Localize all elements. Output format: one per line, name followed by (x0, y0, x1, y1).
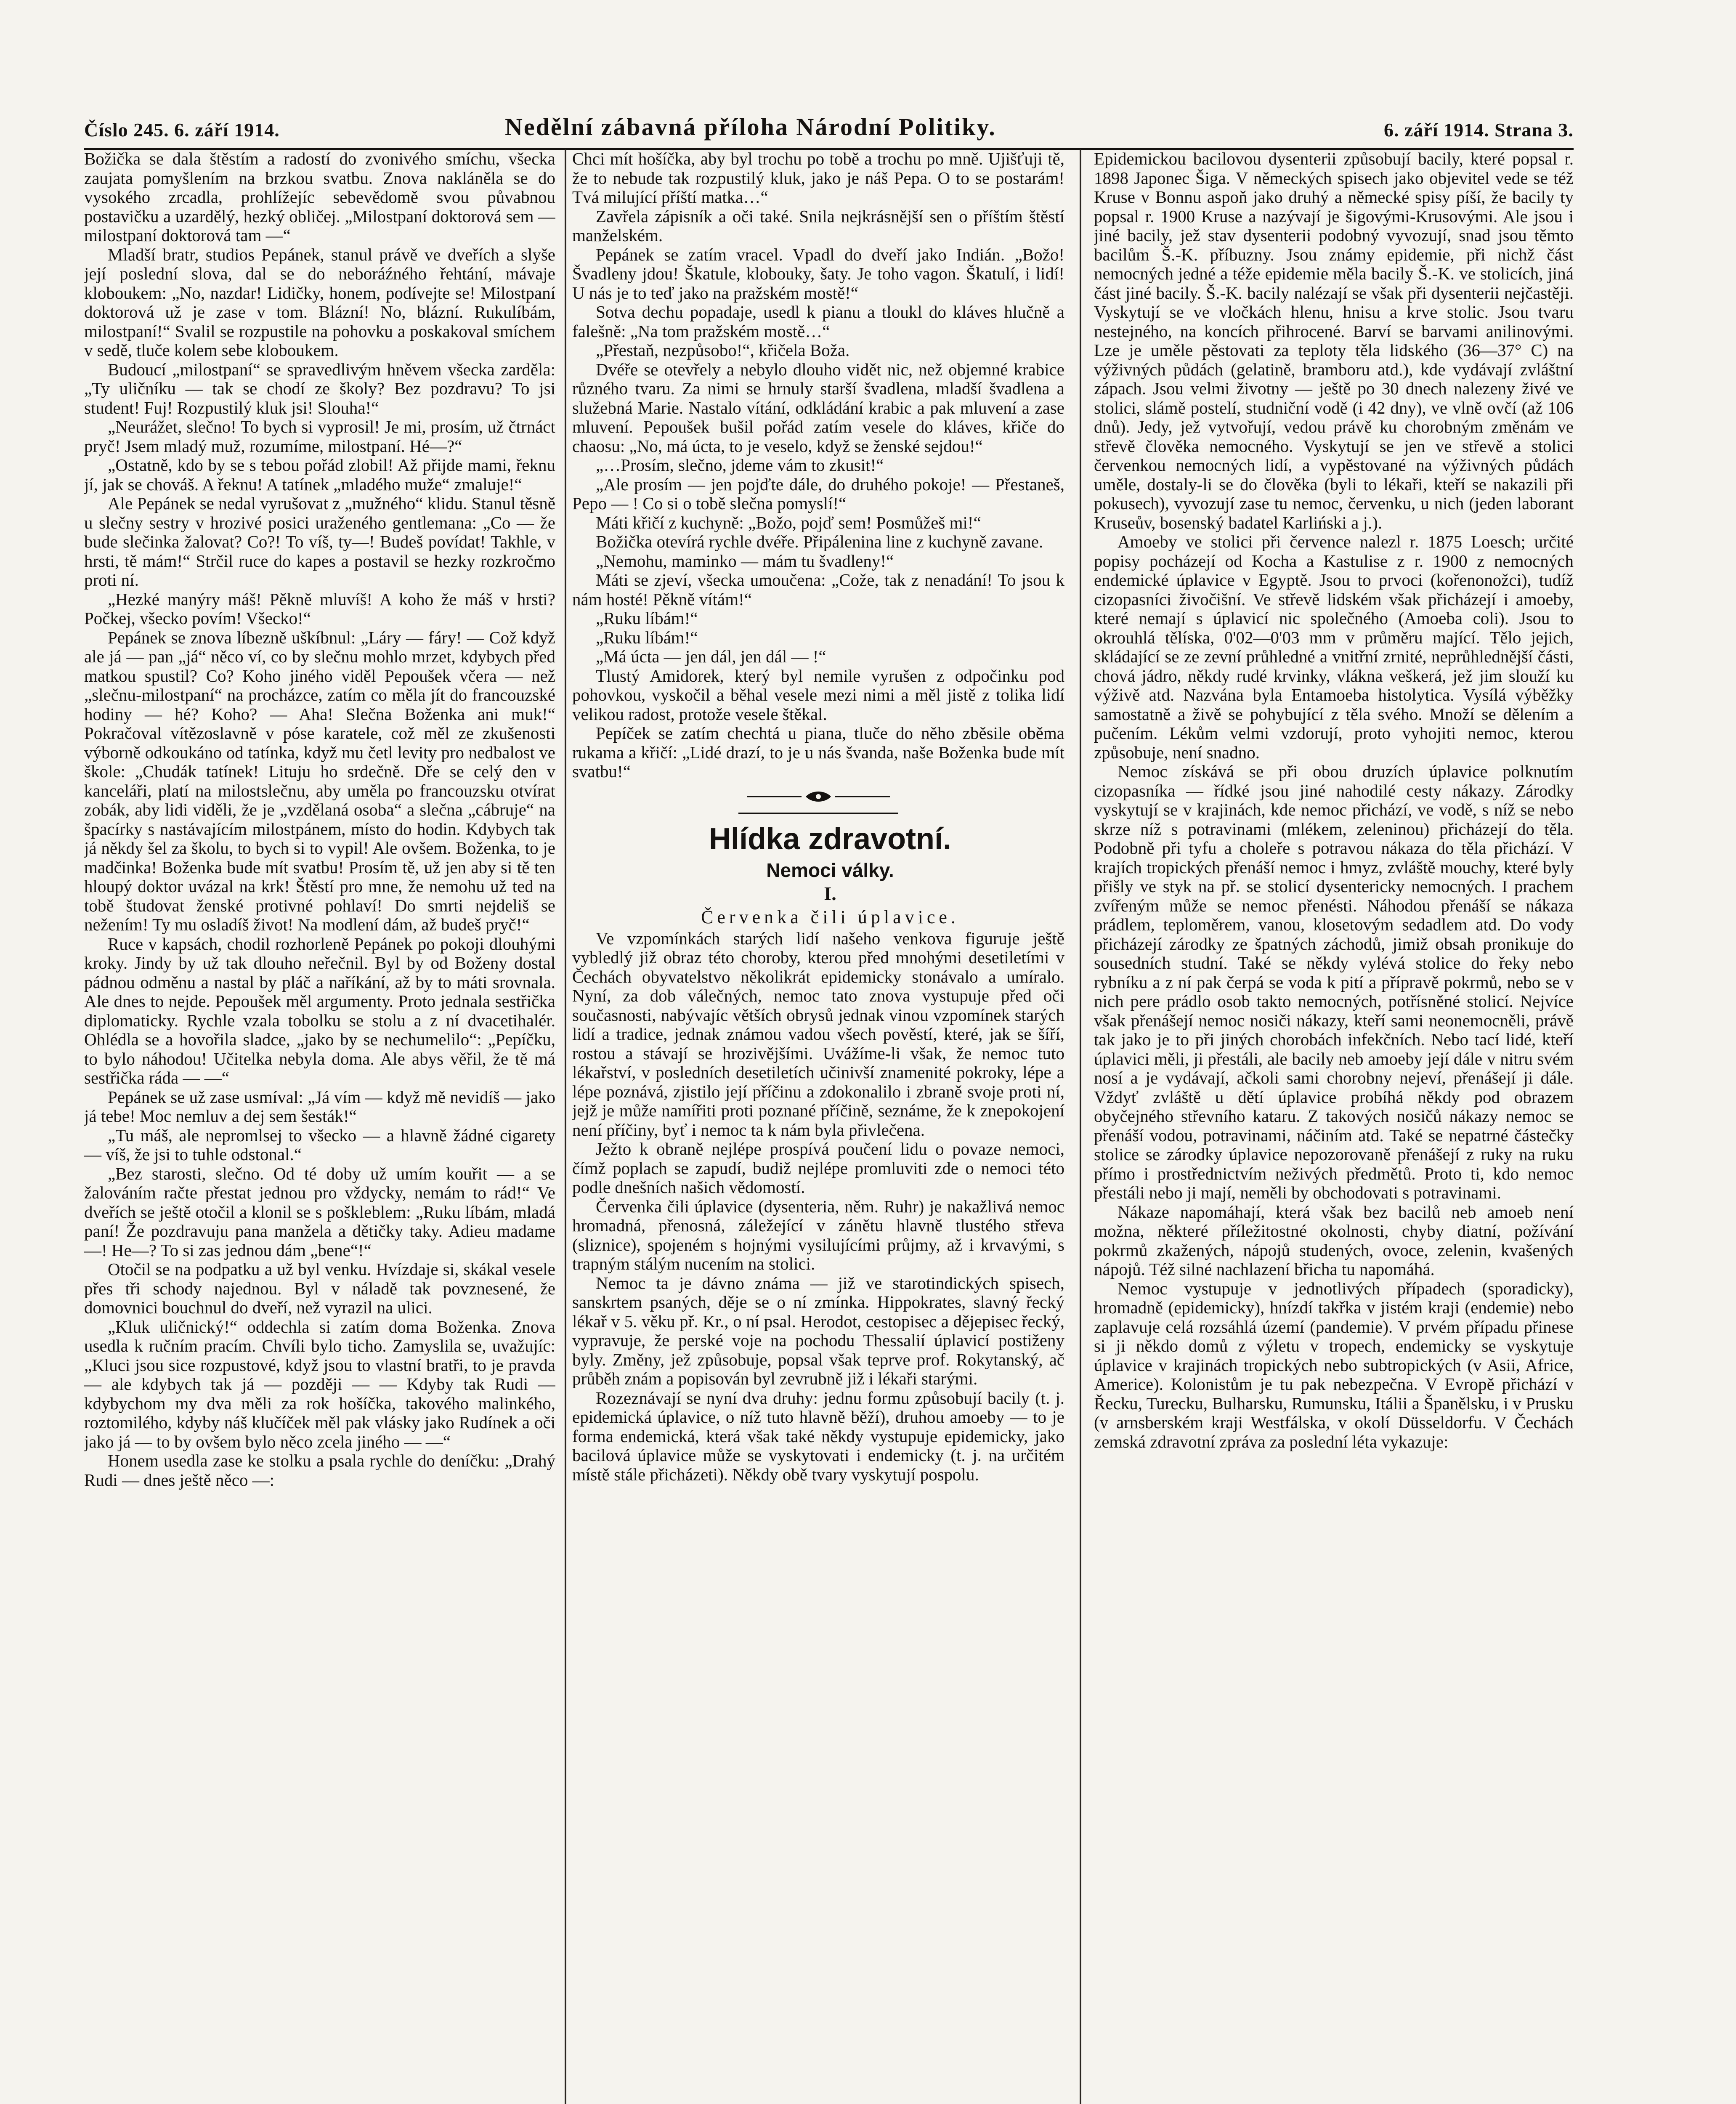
paragraph: „Má úcta — jen dál, jen dál — !“ (596, 647, 826, 666)
column-middle (572, 149, 1064, 2104)
paragraph: Máti křičí z kuchyně: „Božo, pojď sem! Posmůžeš mi!“ (596, 513, 981, 532)
paragraph: „Tu máš, ale nepromlsej to všecko — a hlavně žádné cigarety — víš, že jsi to tuhle odstonal.“ (84, 1125, 555, 1164)
paragraph: Honem usedla zase ke stolku a psala rychle do deníčku: „Drahý Rudi — dnes ještě něco —: (84, 1451, 555, 1490)
paragraph: Tlustý Amidorek, který byl nemile vyrušen z odpočinku pod pohovkou, vyskočil a běhal vesele mezi nimi a měl jistě z tolika lidí velikou radost, protože vesele štěkal. (572, 666, 1064, 724)
section-subtitle: Nemoci války. (766, 859, 894, 881)
column-right (1094, 149, 1574, 2104)
paragraph: Božička se dala štěstím a radostí do zvonivého smíchu, všecka zaujata pomyšlením na brzkou svatbu. Znova nakláněla se do vysokého zrcadla, prohlížejíc sebevědomě svou půvabnou postavičku a uzardělý, hezký obličej. „Milostpaní doktorová sem — milostpaní doktorová tam —“ (84, 149, 555, 245)
page-info: 6. září 1914. Strana 3. (1383, 119, 1574, 141)
page-header (84, 113, 1574, 146)
column-left (84, 149, 555, 2104)
paragraph: „Ostatně, kdo by se s tebou pořád zlobil! Až přijde mami, řeknu jí, jak se chováš. A řeknu! A tatínek „mladého muže“ zmaluje!“ (84, 455, 555, 494)
paragraph: Budoucí „milostpaní“ se spravedlivým hněvem všecka zarděla: „Ty uličníku — tak se chodí ze školy? Bez pozdravu? To jsi student! Fuj! Rozpustilý kluk jsi! Slouha!“ (84, 359, 555, 417)
paragraph: Pepánek se znova líbezně uškíbnul: „Láry — fáry! — Což když ale já — pan „já“ něco ví, co by slečnu mohlo mrzet, kdybych před matkou spustil? Co? Koho jiného viděl Pepoušek včera — než „slečnu-milostpaní“ na procházce, zatím co měla jít do francouzské hodiny — hé? Koho? — Aha! Slečna Boženka ani muk!“ Pokračoval vítězoslavně v póse karatele, což měl ze zkušenosti výborně odkoukáno od tatínka, když mu četl levity pro nedbalost ve škole: „Chudák tatínek! Lituju ho srdečně. Dře se celý den v kanceláři, platí na milostslečnu, aby uměla po francouzsku otvírat zobák, aby lidi viděli, že je „vzdělaná osoba“ a slečna „cábruje“ na špacírky s nastávajícím milostpánem, místo do hodin. Kdybych tak já někdy šel za školu, to bych si to vypil! Ale ovšem. Boženka, to je madčinka! Boženka bude mít svatbu! Prosím tě, už jen aby si tě ten hloupý doktor uvázal na krk! Štěstí pro mne, že nemohu už ted na tobě študovat ženské protivné pohlaví! Do smrti nejdeliš se nežením! Ty mu osladíš život! Na modlení dám, až budeš pryč!“ (84, 627, 555, 934)
paragraph: Ježto k obraně nejlépe prospívá poučení lidu o povaze nemoci, čímž poplach se zapudí, budiž nejlépe promluviti zde o nemoci této podle dnešních našich vědomostí. (572, 1139, 1064, 1197)
part-number: I. (824, 882, 836, 904)
paragraph: „…Prosím, slečno, jdeme vám to zkusit!“ (596, 455, 884, 475)
paragraph: Ve vzpomínkách starých lidí našeho venkova figuruje ještě vybledlý již obraz této choroby, kterou před mnohými desetiletími v Čechách obyvatelstvo několikrát epidemicky stonávalo a umíralo. Nyní, za dob válečných, nemoc tato znova vystupuje před oči současnosti, nabývajíc větších obrysů jednak vinou vzpomínek starých lidí a tradice, jednak známou vadou všech pověstí, které, jak se šíří, rostou a stávají se hrozivějšími. Uvážíme-li však, že nemoc tuto lékařství, v posledních desetiletích učinivší znamenité pokroky, lépe a lépe poznává, zjistilo její příčinu a zdokonalilo i zbraně svoje proti ní, jejž je může namířiti proti poznané příčině, seznáme, že k znepokojení není příčiny, byť i nemoc ta k nám byla přivlečena. (572, 928, 1064, 1140)
paragraph: Nemoc ta je dávno známa — již ve starotindických spisech, sanskrtem psaných, děje se o ní zmínka. Hippokrates, slavný řecký lékař v 5. věku př. Kr., o ní psal. Herodot, cestopisec a dějepisec řecký, vypravuje, že perské voje na pochodu Thessalií úplavicí postiženy byly. Změny, jež způsobuje, popsal však teprve prof. Rokytanský, ač průběh znám a popisován byl zevrubně již i lékaři starými. (572, 1273, 1064, 1388)
paragraph: „Ruku líbám!“ (596, 627, 698, 647)
paragraph: Otočil se na podpatku a už byl venku. Hvízdaje si, skákal vesele přes tři schody najednou. Byl v náladě tak povznesené, že domovnici bouchnul do dveří, než vyrazil na ulici. (84, 1259, 555, 1317)
paragraph: „Hezké manýry máš! Pěkně mluvíš! A koho že máš v hrsti? Počkej, všecko povím! Všecko!“ (84, 589, 555, 628)
paragraph: Božička otevírá rychle dvéře. Připálenina line z kuchyně zavane. (596, 532, 1043, 551)
publication-title: Nedělní zábavná příloha Národní Politiky. (505, 113, 996, 141)
paragraph: Pepíček se zatím chechtá u piana, tluče do něho zběsile oběma rukama a křičí: „Lidé drazí, to je u nás švanda, naše Boženka bude mít svatbu!“ (572, 723, 1064, 781)
paragraph: Zavřela zápisník a oči také. Snila nejkrásnější sen o příštím štěstí manželském. (572, 206, 1064, 245)
paragraph: Pepánek se zatím vracel. Vpadl do dveří jako Indián. „Božo! Švadleny jdou! Škatule, klobouky, šaty. Je toho vagon. Škatulí, i lidí! U nás je to teď jako na pražském mostě!“ (572, 244, 1064, 303)
section-ornament (572, 788, 1064, 805)
paragraph: Sotva dechu popadaje, usedl k pianu a tloukl do kláves hlučně a falešně: „Na tom pražském mostě…“ (572, 302, 1064, 341)
paragraph: Nemoc vystupuje v jednotlivých případech (sporadicky), hromadně (epidemicky), hnízdí takřka v jistém kraji (endemie) nebo zaplavuje celá rozsáhlá území (pandemie). V prvém případu přinese si ji někdo domů z výletu v tropech, endemicky se vyskytuje úplavice v krajinách tropických nebo subtropických (v Asii, Africe, Americe). Kolonistům je tu pak nebezpečna. V Evropě přichází v Řecku, Turecku, Bulharsku, Rumunsku, Itálii a Španělsku, i v Prusku (v arnsberském kraji Westfálska, v okolí Düsseldorfu. V Čechách zemská zdravotní zpráva za poslední léta vykazuje: (1094, 1278, 1574, 1451)
paragraph: Amoeby ve stolici při července nalezl r. 1875 Loesch; určité popisy pocházejí od Kocha a Kastulise z r. 1900 z nemocných endemické úplavice v Egyptě. Jsou to prvoci (kořenonožci), tudíž cizopasníci živočišní. Ve střevě lidském však přicházejí i amoeby, které nemají s úplavicí nic společného (Amoeba coli). Jsou to okrouhlá tělíska, 0'02—0'03 mm v průměru mající. Tělo jejich, skládající se ze zevní průhledné a vnitřní zrnité, neprůhlednější části, chová jádro, někdy rudé krvinky, vlákna veškerá, jež jim slouží ku výživě atd. Nazvána byla Entamoeba histolytica. Vysílá výběžky samostatně a živě se pohybující z těla svého. Množí se dělením a pučením. Lékům velmi vzdorují, proto vyhojiti nemoc, kterou způsobuje, není snadno. (1094, 532, 1574, 762)
paragraph: Ruce v kapsách, chodil rozhorleně Pepánek po pokoji dlouhými kroky. Jindy by už tak dlouho neřečnil. Byl by od Boženy dostal pádnou odměnu a nastal by pláč a naříkání, až by to máti srovnala. Ale dnes to nejde. Pepoušek měl argumenty. Proto jednala sestřička diplomaticky. Rychle vzala tobolku se stolu a z ní dvacetihalér. Ohlédla se a hovořila sladce, „jako by se nechumelilo“: „Pepíčku, to bylo náhodou! Učitelka nebyla doma. Ale abys věřil, že tě má sestřička ráda — —“ (84, 934, 555, 1087)
paragraph: „Kluk uličnický!“ oddechla si zatím doma Boženka. Znova usedla k ručním pracím. Chvíli bylo ticho. Zamyslila se, uvažujíc: „Kluci jsou sice rozpustové, když jsou to vlastní bratři, to je pravda — ale kdybych tak já — později — — Kdyby tak Rudi — kdybychom my dva měli za rok hošíčka, takového malinkého, roztomilého, kdyby náš klučíček měl pak vlásky jako Rudínek a oči jako já — to by ovšem bylo něco zcela jiného — —“ (84, 1317, 555, 1451)
paragraph: Ale Pepánek se nedal vyrušovat z „mužného“ klidu. Stanul těsně u slečny sestry v hrozivé posici uraženého gentlemana: „Co — že bude slečinka žalovat? Co?! To víš, ty—! Budeš povídat! Takhle, v hrsti, tě mám!“ Strčil ruce do kapes a postavil se hezky rozkročmo proti ní. (84, 494, 555, 590)
paragraph: Nemoc získává se při obou druzích úplavice polknutím cizopasníka — řídké jsou jiné nahodilé cesty nákazy. Zárodky vyskytují se v krajinách, kde nemoc přichází, ve vodě, s níž se nebo skrze níž s potravinami (mlékem, zeleninou) přicházejí do těla. Podobně při tyfu a choleře s potravou nákaza do těla přichází. V krajích tropických přenáší nemoc i hmyz, zvláště mouchy, které byly přišly ve styk na př. se stolicí dysentericky nemocných. I prachem zvířeným může se nemoc přenésti. Náhodou přenáší se nákaza prádlem, teploměrem, vanou, klosetovým sedadlem atd. Do vody přicházejí zárodky ze špatných záchodů, jimiž obsah pronikuje do sousedních studní. Také se někdy vylévá stolice do řeky nebo rybníku a z ní pak čerpá se voda k pití a přípravě pokrmů, nebo se v nich pere prádlo osob takto nemocných, potřísněné stolicí. Nejvíce však přenášejí nemoc nosiči nákazy, kteří sami neonemocněli, právě tak jako je to při jiných chorobách infekčních. Nebo tací lidé, kteří úplavici měli, ji přestáli, ale bacily neb amoeby její dále v nitru svém nosí a je vydávají, ačkoli sami chorobny nejeví, přenášejí ji dále. Vždyť zvláště u dětí úplavice probíhá někdy pod obrazem obyčejného střevního kataru. Z takových nosičů nákazy nemoc se přenáší vodou, potravinami, náčiním atd. Také se nepatrné částečky stolice se zárodky úplavice nepozorovaně přenášejí z ruky na ruku přímo i prostřednictvím neživých předmětů. Proto ti, kdo nemoc přestáli nebo ji mají, neměli by obchodovati s potravinami. (1094, 762, 1574, 1202)
column-divider (1080, 149, 1081, 2104)
article-title: Červenka čili úplavice. (701, 906, 959, 927)
paragraph: „Nemohu, maminko — mám tu švadleny!“ (596, 551, 894, 571)
paragraph: Máti se zjeví, všecka umoučena: „Cože, tak z nenadání! To jsou k nám hosté! Pěkně vítám!“ (572, 570, 1064, 609)
issue-info: Číslo 245. 6. září 1914. (84, 119, 280, 141)
paragraph: Dvéře se otevřely a nebylo dlouho vidět nic, než objemné krabice různého tvaru. Za nimi se hrnuly starší švadlena, mladší švadlena a služebná Marie. Nastalo vítání, odkládání krabic a pak mluvení a zase mluvení. Pepoušek bušil pořád zatím vesele do kláves, křiče do chaosu: „No, má úcta, to je veselo, když se ženské sejdou!“ (572, 359, 1064, 456)
paragraph: Rozeznávají se nyní dva druhy: jednu formu způsobují bacily (t. j. epidemická úplavice, o níž tuto hlavně běží), druhou amoeby — to je forma endemická, která však také někdy vystupuje epidemicky, jako bacilová úplavice může se vyskytovati i endemicky (t. j. na určitém místě stále přicházeti). Někdy obě tvary vyskytují pospolu. (572, 1388, 1064, 1484)
paragraph: „Ruku líbám!“ (596, 608, 698, 628)
paragraph: „Přestaň, nezpůsobo!“, křičela Boža. (596, 340, 850, 360)
section-title: Hlídka zdravotní. (709, 822, 952, 856)
ornament-divider-icon (743, 788, 894, 805)
paragraph: Mladší bratr, studios Pepánek, stanul právě ve dveřích a slyše její poslední slova, dal se do neboráźného řehtání, mávaje kloboukem: „No, nazdar! Lidičky, honem, podívejte se! Milostpaní doktorová už je zase v tom. Blázní! No, blázní. Rukulíbám, milostpaní!“ Svalil se rozpustile na pohovku a poskakoval smíchem v sedě, tluče kolem sebe kloboukem. (84, 244, 555, 360)
paragraph: Epidemickou bacilovou dysenterii způsobují bacily, které popsal r. 1898 Japonec Šiga. V německých spisech jako objevitel vede se též Kruse v Bonnu aspoň jako druhý a německé spisy píší, že bacily ty popsal r. 1900 Kruse a nazývají je šigovými-Krusovými. Ale jsou i jiné bacily, jež stav dysenterii podobný vyvozují, snad jsou těmto bacilům Š.-K. příbuzny. Jsou známy epidemie, při nichž část nemocných jedné a téže epidemie měla bacily Š.-K. ve stolicích, jiná část jiné bacily. Š.-K. bacily nalézají se však při dysenterii nejčastěji. Vyskytují se ve vločkách hlenu, hnisu a krve stolic. Jsou tvaru nestejného, na koncích přihrocené. Barví se barvami anilinovými. Lze je uměle pěstovati za teploty těla lidského (36—37° C) na výživných půdách (gelatině, bramboru atd.), kde vydávají zvláštní zápach. Jsou velmi životny — ještě po 30 dnech nalezeny živé ve stolici, slámě postelí, studniční vodě (i 42 dny), ve vlně ovčí (až 106 dnů). Jedy, jež vytvořují, vedou právě ku chorobným změnám ve střevě člověka nemocného. Vyskytují se jen ve střevě a stolici červenkou nemocných lidí, a vypěstované na výživných půdách uměle, dostaly-li se do člověka (byli to lékaři, kteří se nakazili při pokusech), vyvozují zase tu nemoc, červenku, u nich (jeden laborant Kruseův, bosenský badatel Karliński a j.). (1094, 149, 1574, 532)
paragraph: „Bez starosti, slečno. Od té doby už umím kouřit — a se žalováním račte přestat jednou pro vždycky, nemám to rád!“ Ve dveřích se ještě otočil a klonil se s poškleblem: „Ruku líbám, mladá paní! Že pozdravuju pana manžela a dětičky taky. Adieu madame—! He—? To si zas jednou dám „bene“!“ (84, 1164, 555, 1260)
paragraph: Chci mít hošíčka, aby byl trochu po tobě a trochu po mně. Ujišťuji tě, že to nebude tak rozpustilý kluk, jako je náš Pepa. O to se postarám! Tvá milující příští matka…“ (572, 149, 1064, 207)
paragraph: Nákaze napomáhají, která však bez bacilů neb amoeb není možna, některé příležitostné okolnosti, chyby diatní, požívání pokrmů zkažených, nápojů studených, ovoce, zelenin, kvašených nápojů. Též silné nachlazení břicha tu napomáhá. (1094, 1202, 1574, 1279)
paragraph: Pepánek se už zase usmíval: „Já vím — když mě nevidíš — jako já tebe! Moc nemluv a dej sem šesták!“ (84, 1087, 555, 1126)
section-rule (738, 813, 898, 814)
paragraph: „Ale prosím — jen pojďte dále, do druhého pokoje! — Přestaneš, Pepo — ! Co si o tobě slečna pomyslí!“ (572, 474, 1064, 513)
paragraph: „Neurážet, slečno! To bych si vyprosil! Je mi, prosím, už čtrnáct pryč! Jsem mladý muž, rozumíme, milostpaní. Hé—?“ (84, 417, 555, 456)
paragraph: Červenka čili úplavice (dysenteria, něm. Ruhr) je nakažlivá nemoc hromadná, přenosná, záležející v zánětu hlavně tlustého střeva (sliznice), spojeném s hojnými vysilujícími průjmy, až i krvavými, s trapným stálým nucením na stolici. (572, 1196, 1064, 1273)
column-divider (565, 149, 566, 2104)
